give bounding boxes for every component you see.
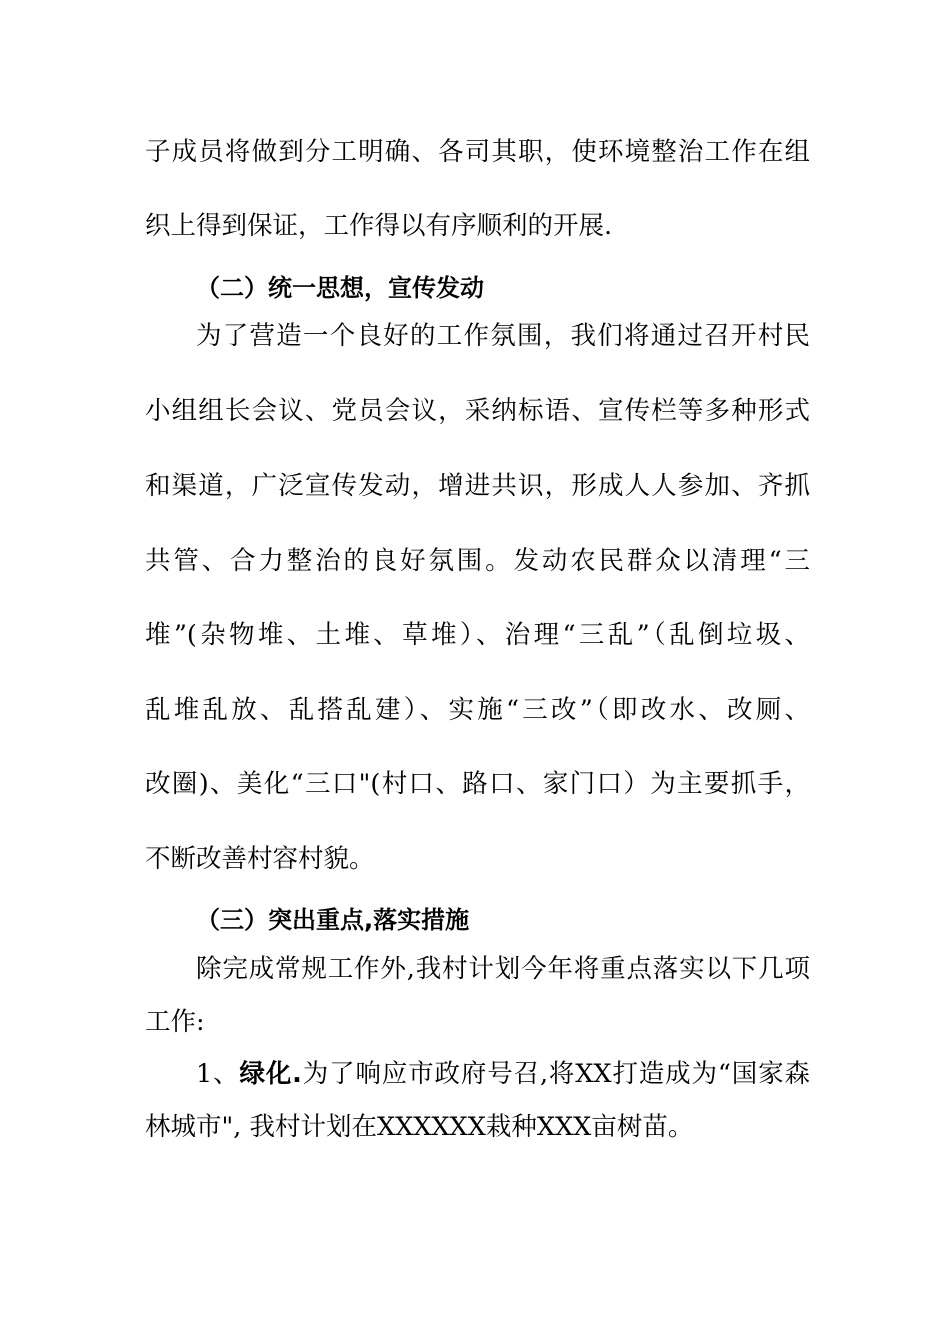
paragraph-2-line-5: 堆”(杂物堆、土堆、草堆）、治理“三乱”（乱倒垃圾、 [145, 620, 810, 650]
paragraph-3-line-2: 工作: [145, 1007, 205, 1037]
item-1-line-2: 林城市", 我村计划在XXXXXX栽种XXX亩树苗。 [145, 1112, 694, 1142]
item-1-number: 1、 [196, 1059, 240, 1089]
paragraph-2-line-3: 和渠道，广泛宣传发动，增进共识，形成人人参加、齐抓 [145, 471, 810, 501]
item-1-line-1 [196, 1056, 810, 1092]
paragraph-2-line-1: 为了营造一个良好的工作氛围，我们将通过召开村民 [196, 321, 810, 351]
item-1-text: 为了响应市政府号召,将XX打造成为“国家森 [301, 1059, 810, 1089]
item-1-title: 绿化. [239, 1059, 302, 1089]
paragraph-1-line-1: 子成员将做到分工明确、各司其职，使环境整治工作在组 [145, 137, 810, 167]
paragraph-3-line-1: 除完成常规工作外,我村计划今年将重点落实以下几项 [196, 954, 810, 984]
section-heading-2: （二）统一思想，宣传发动 [196, 274, 484, 302]
paragraph-2-line-4: 共管、合力整治的良好氛围。发动农民群众以清理“三 [145, 546, 810, 576]
paragraph-2-line-6: 乱堆乱放、乱搭乱建）、实施“三改”（即改水、改厕、 [145, 695, 810, 725]
paragraph-1-line-2: 织上得到保证，工作得以有序顺利的开展. [145, 211, 613, 241]
paragraph-2-line-7: 改圈)、美化“三口"(村口、路口、家门口）为主要抓手， [145, 769, 810, 799]
paragraph-2-line-2: 小组组长会议、党员会议，采纳标语、宣传栏等多种形式 [145, 396, 810, 426]
paragraph-2-line-8: 不断改善村容村貌。 [145, 844, 375, 874]
section-heading-3: （三）突出重点,落实措施 [196, 906, 470, 934]
